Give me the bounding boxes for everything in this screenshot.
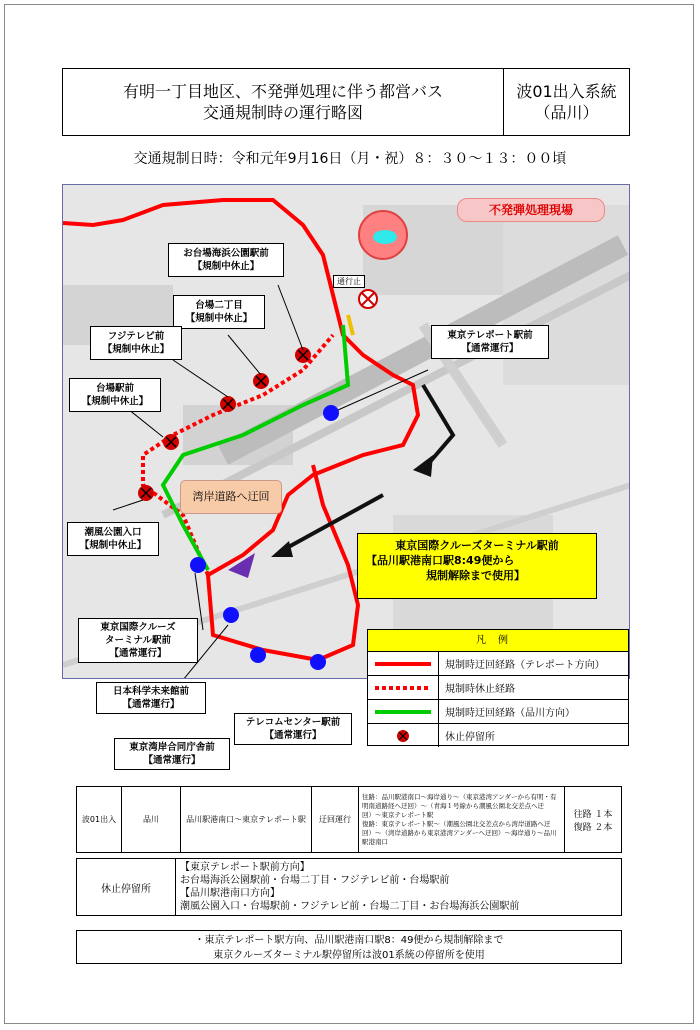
note-box: ・東京テレポート駅方向、品川駅港南口駅8：49便から規制解除まで 東京クルーズターミナル駅停留所は波01系統の停留所を使用 <box>76 930 622 964</box>
title-line2: 交通規制時の運行略図 <box>202 103 363 122</box>
title-box <box>62 68 630 136</box>
label-telecom: テレコムセンター駅前 【通常運行】 <box>234 713 352 745</box>
cruise-terminal-notice: 東京国際クルーズターミナル駅前 【品川駅港南口駅8:49便から 規制解除まで使用】 <box>357 533 597 599</box>
label-miraikan: 日本科学未来館前 【通常運行】 <box>96 682 206 714</box>
title-main <box>63 69 504 135</box>
callout-odaiba-kaihin: お台場海浜公園駅前 【規制中休止】 <box>168 243 284 277</box>
stops-list: 【東京テレポート駅前方向】 お台場海浜公園駅前・台場二丁目・フジテレビ前・台場駅前 【品川駅港南口方向】 潮風公園入口・台場駅前・フジテレビ前・台場二丁目・お台場海浜公園駅前 <box>176 859 622 916</box>
title-line1: 有明一丁目地区、不発弾処理に伴う都営バス <box>122 82 443 101</box>
legend <box>367 629 629 746</box>
callout-fujitv: フジテレビ前 【規制中休止】 <box>90 326 182 360</box>
stops-label: 休止停留所 <box>77 859 176 916</box>
legend-row-stop: 休止停留所 <box>368 724 628 747</box>
legend-row-teleport: 規制時迂回経路（テレポート方向） <box>368 652 628 676</box>
route-detail: 往路：品川駅港南口〜海岸通り〜（東京港湾アンダーから有明・有明南道路経へ迂回）〜（青海１号線から潮風公園北交差点へ迂回）〜東京テレポート駅 復路：東京テレポート駅〜（潮風公園北交差点から湾岸道路へ迂回）〜（湾岸道路から東京港湾アンダーへ迂回）〜海岸通り〜品川駅港南口 <box>359 787 565 853</box>
legend-header: 凡例 <box>368 630 628 652</box>
route-line2: （品川） <box>534 103 599 122</box>
route-status: 迂回運行 <box>312 787 359 853</box>
site-label: 不発弾処理現場 <box>457 198 605 222</box>
route-line1: 波01出入系統 <box>516 82 617 101</box>
route-map <box>62 184 630 679</box>
callout-daiba-eki: 台場駅前 【規制中休止】 <box>69 378 161 412</box>
callout-daiba2: 台場二丁目 【規制中休止】 <box>173 295 265 329</box>
route-table <box>76 786 622 853</box>
route-code: 波01出入 <box>77 787 122 853</box>
closed-label: 通行止 <box>333 275 365 288</box>
route-section: 品川駅港南口〜東京テレポート駅 <box>181 787 312 853</box>
label-cruise-terminal: 東京国際クルーズ ターミナル駅前 【通常運行】 <box>78 618 198 663</box>
map-drawing <box>63 185 630 679</box>
callout-shiokaze: 潮風公園入口 【規制中休止】 <box>67 522 159 556</box>
regulation-datetime: 交通規制日時：令和元年9月16日（月・祝）８：３０〜１３：００頃 <box>133 151 567 167</box>
legend-row-shinagawa: 規制時迂回経路（品川方向） <box>368 700 628 724</box>
label-wangan-godo: 東京湾岸合同庁舎前 【通常運行】 <box>114 738 230 770</box>
callout-teleport: 東京テレポート駅前 【通常運行】 <box>431 325 549 359</box>
route-depot: 品川 <box>122 787 181 853</box>
route-name <box>504 69 629 135</box>
route-trips: 往路 １本 復路 ２本 <box>565 787 622 853</box>
stops-table <box>76 858 622 916</box>
detour-label: 湾岸道路へ迂回 <box>180 480 282 514</box>
legend-row-closed: 規制時休止経路 <box>368 676 628 700</box>
